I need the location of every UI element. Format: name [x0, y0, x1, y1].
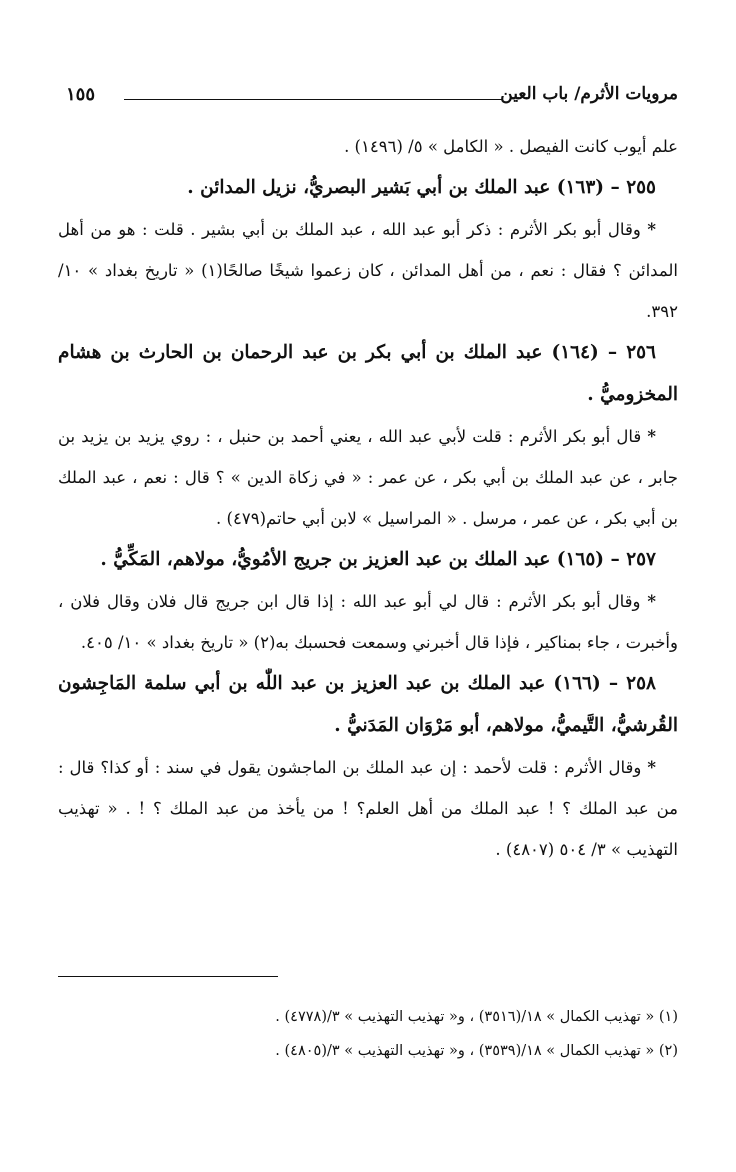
star-marker: * — [647, 427, 657, 446]
entry-257-title: ٢٥٧ – (١٦٥) عبد الملك بن عبد العزيز بن جريج الأمُويُّ، مولاهم، المَكِّيُّ . — [100, 549, 656, 570]
footnotes — [58, 1000, 678, 1068]
footnote-1: (١) « تهذيب الكمال » ١٨/(٣٥١٦) ، و« تهذيب التهذيب » ٣/(٤٧٧٨) . — [275, 1009, 678, 1025]
star-marker: * — [647, 220, 656, 239]
entry-256-body: قال أبو بكر الأثرم : قلت لأبي عبد الله ، يعني أحمد بن حنبل ، : روي يزيد بن يزيد بن جابر ، عن عبد الملك بن أبي بكر ، عن عمر : « في زكاة الدين » ؟ قال : نعم ، عبد الملك بن أبي بكر ، عن عمر ، مرسل . « المراسيل » لابن أبي حاتم(٤٧٩) . — [58, 427, 678, 528]
header-rule — [124, 99, 502, 100]
entry-257-text — [58, 581, 678, 663]
footnote-2: (٢) « تهذيب الكمال » ١٨/(٣٥٣٩) ، و« تهذيب التهذيب » ٣/(٤٨٠٥) . — [275, 1043, 678, 1059]
running-title: مرويات الأثرم/ باب العين — [500, 84, 678, 104]
entry-255-title: ٢٥٥ – (١٦٣) عبد الملك بن أبي بَشير البصريُّ، نزيل المدائن . — [187, 177, 656, 198]
entry-256-text — [58, 416, 678, 539]
continuation-line: علم أيوب كانت الفيصل . « الكامل » ٥/ (١٤٩٦) . — [344, 137, 678, 156]
entry-258-text — [58, 747, 678, 870]
main-text — [58, 126, 678, 870]
star-marker: * — [647, 758, 657, 777]
entry-257-body: وقال أبو بكر الأثرم : قال لي أبو عبد الله : إذا قال ابن جريج قال فلان وقال فلان ، وأخبرت ، جاء بمناكير ، فإذا قال أخبرني وسمعت فحسبك به(٢) « تاريخ بغداد » ١٠/ ٤٠٥. — [58, 592, 678, 652]
entry-258-title: ٢٥٨ – (١٦٦) عبد الملك بن عبد العزيز بن عبد اللّٰه بن أبي سلمة المَاجِشون القُرشيُّ، التَّيميُّ، مولاهم، أبو مَرْوَان المَدَنيُّ . — [58, 673, 678, 736]
entry-255-text — [58, 209, 678, 332]
book-page — [58, 0, 678, 1172]
page-header — [58, 84, 678, 114]
footnote-rule — [58, 976, 278, 977]
entry-258-body: وقال الأثرم : قلت لأحمد : إن عبد الملك بن الماجشون يقول في سند : أو كذا؟ قال : من عبد الملك ؟ ! عبد الملك من أهل العلم؟ ! من يأخذ من عبد الملك ؟ ! . « تهذيب التهذيب » ٣/ ٥٠٤ (٤٨٠٧) . — [58, 758, 678, 859]
entry-256-title: ٢٥٦ – (١٦٤) عبد الملك بن أبي بكر بن عبد الرحمان بن الحارث بن هشام المخزوميُّ . — [58, 342, 678, 405]
page-number: ١٥٥ — [66, 84, 96, 105]
entry-255-body: وقال أبو بكر الأثرم : ذكر أبو عبد الله ، عبد الملك بن أبي بشير . قلت : هو من أهل المدائن ؟ فقال : نعم ، من أهل المدائن ، كان زعموا شيخًا صالحًا(١) « تاريخ بغداد » ١٠/ ٣٩٢. — [58, 220, 678, 321]
star-marker: * — [647, 592, 656, 611]
